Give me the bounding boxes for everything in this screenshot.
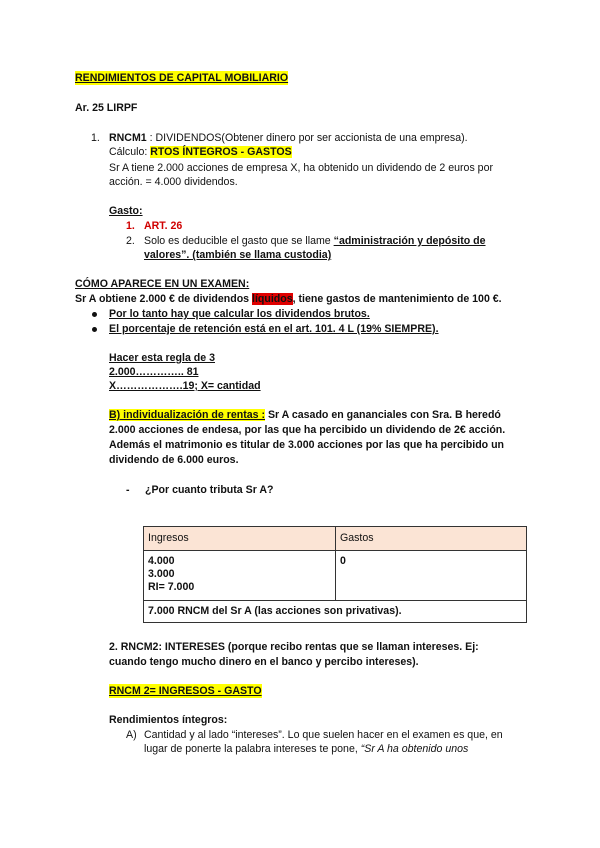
page-title: RENDIMIENTOS DE CAPITAL MOBILIARIO <box>75 72 289 84</box>
rend-a-label: A) <box>126 729 137 741</box>
item1-example-line2: acción. = 4.000 dividendos. <box>109 176 238 188</box>
gasto-item1 <box>126 219 182 233</box>
individ-line1 <box>109 408 501 422</box>
gasto-heading: Gasto: <box>109 205 143 217</box>
exam-bullet-1 <box>92 307 370 321</box>
rend-a-line2-pre: lugar de ponerte la palabra intereses te pone, <box>144 743 361 755</box>
individ-line2: 2.000 acciones de endesa, por las que ha percibido un dividendo de 2€ acción. <box>109 424 506 436</box>
exam-bullet-2-text: El porcentaje de retención está en el art. 101. 4 L (19% SIEMPRE). <box>109 323 439 335</box>
gasto-item2-pre: Solo es deducible el gasto que se llame <box>144 235 334 247</box>
item1-calc <box>109 145 292 159</box>
gasto-item2-bold: “administración y depósito de <box>333 235 486 247</box>
rule3-heading: Hacer esta regla de 3 <box>109 352 215 364</box>
table-footer-cell: 7.000 RNCM del Sr A (las acciones son privativas). <box>144 601 527 623</box>
table-footer-row <box>144 601 527 623</box>
item1-heading-rest: : DIVIDENDOS(Obtener dinero por ser accionista de una empresa). <box>146 132 468 144</box>
table-row <box>144 551 527 601</box>
item1-calc-label: Cálculo: <box>109 146 151 158</box>
question-dash: - <box>126 484 130 496</box>
exam-bullet-1-text: Por lo tanto hay que calcular los dividendos brutos. <box>109 308 370 320</box>
item1-number: 1. <box>91 132 100 144</box>
table-header-gastos: Gastos <box>336 527 527 551</box>
individ-line1-rest: Sr A casado en gananciales con Sra. B heredó <box>265 409 501 421</box>
item1-heading-bold: RNCM1 <box>109 132 147 144</box>
table-header-ingresos: Ingresos <box>144 527 336 551</box>
exam-bullet-2 <box>92 322 439 336</box>
gasto-item2-num: 2. <box>126 235 135 247</box>
bullet-dot-icon <box>92 312 97 317</box>
gasto-item2-line2: valores”. (también se llama custodia) <box>144 249 332 261</box>
ingresos-value-1: 4.000 <box>148 555 175 567</box>
table-cell-ingresos <box>144 551 336 601</box>
item1-calc-formula: RTOS ÍNTEGROS - GASTOS <box>150 146 292 158</box>
item1-heading <box>109 131 468 145</box>
ingresos-total: RI= 7.000 <box>148 581 195 593</box>
rend-heading: Rendimientos íntegros: <box>109 714 228 726</box>
table-cell-gastos: 0 <box>336 551 527 601</box>
exam-statement <box>75 292 502 306</box>
table-header-row <box>144 527 527 551</box>
item2-line1: 2. RNCM2: INTERESES (porque recibo rentas que se llaman intereses. Ej: <box>109 641 479 653</box>
rend-a-line1: Cantidad y al lado “intereses”. Lo que suelen hacer en el examen es que, en <box>144 729 503 741</box>
exam-heading: CÓMO APARECE EN UN EXAMEN: <box>75 278 250 290</box>
gasto-item1-num: 1. <box>126 220 135 232</box>
exam-statement-highlight: líquidos <box>252 293 293 305</box>
individ-label: B) individualización de rentas : <box>109 409 265 421</box>
income-table <box>143 526 527 623</box>
exam-statement-pre: Sr A obtiene 2.000 € de dividendos <box>75 293 253 305</box>
article-ref: Ar. 25 LIRPF <box>75 102 138 114</box>
rend-a-line2-italic: “Sr A ha obtenido unos <box>360 743 469 755</box>
question-text: ¿Por cuanto tributa Sr A? <box>145 484 274 496</box>
ingresos-value-2: 3.000 <box>148 568 175 580</box>
individ-line3: Además el matrimonio es titular de 3.000 acciones por las que ha percibido un <box>109 439 505 451</box>
item1-example-line1: Sr A tiene 2.000 acciones de empresa X, ha obtenido un dividendo de 2 euros por <box>109 162 493 174</box>
bullet-dot-icon <box>92 327 97 332</box>
rend-a-line2 <box>144 742 468 756</box>
rule3-line1: 2.000………….. 81 <box>109 366 199 378</box>
rncm2-formula: RNCM 2= INGRESOS - GASTO <box>109 685 262 697</box>
gasto-item1-text: ART. 26 <box>144 220 183 232</box>
exam-statement-post: , tiene gastos de mantenimiento de 100 €. <box>292 293 502 305</box>
individ-line4: dividendo de 6.000 euros. <box>109 454 239 466</box>
gasto-item2 <box>126 234 486 248</box>
rule3-line2: X……………….19; X= cantidad <box>109 380 261 392</box>
item2-line2: cuando tengo mucho dinero en el banco y percibo intereses). <box>109 656 419 668</box>
